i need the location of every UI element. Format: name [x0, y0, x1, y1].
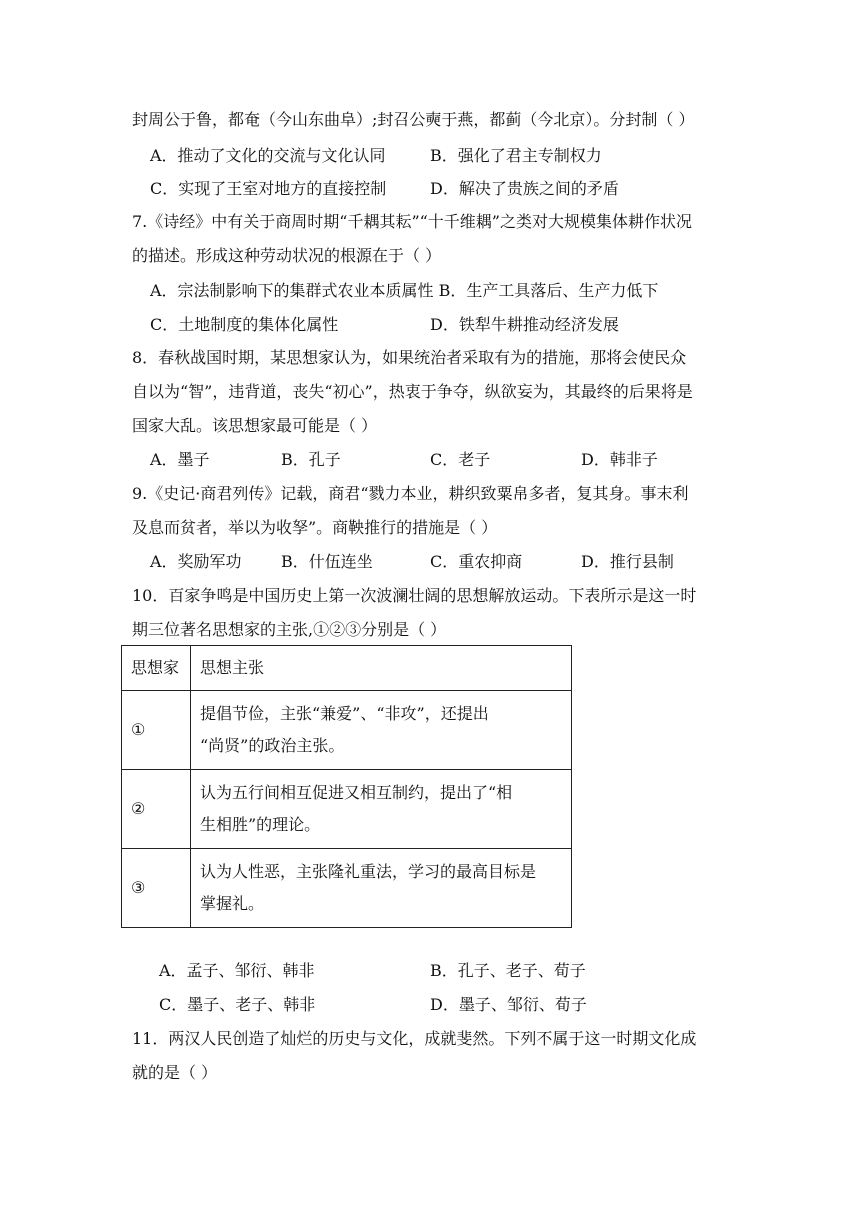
- row-idea: [191, 691, 572, 770]
- q10-option-a: A．孟子、邹衍、韩非: [159, 961, 315, 980]
- q10-option-c: C．墨子、老子、韩非: [159, 995, 316, 1014]
- q9-stem-line-1: 9.《史记·商君列传》记载，商君“戮力本业，耕织致粟帛多者，复其身。事末利: [132, 484, 689, 503]
- row-mark: ③: [122, 849, 191, 928]
- q10-stem-line-2: 期三位著名思想家的主张,①②③分别是（ ）: [132, 620, 447, 639]
- q8-option-a: A．墨子: [150, 450, 210, 469]
- q6-option-d: D．解决了贵族之间的矛盾: [430, 179, 619, 198]
- row-mark: ①: [122, 691, 191, 770]
- q6-option-a: A．推动了文化的交流与文化认同: [150, 146, 386, 165]
- q7-stem-line-2: 的描述。形成这种劳动状况的根源在于（ ）: [132, 246, 442, 265]
- q6-option-c: C．实现了王室对地方的直接控制: [150, 179, 387, 198]
- q10-stem-line-1: 10．百家争鸣是中国历史上第一次波澜壮阔的思想解放运动。下表所示是这一时: [132, 586, 697, 605]
- q11-stem-line-1: 11．两汉人民创造了灿烂的历史与文化，成就斐然。下列不属于这一时期文化成: [132, 1029, 697, 1048]
- q7-stem-line-1: 7.《诗经》中有关于商周时期“千耦其耘”“十千维耦”之类对大规模集体耕作状况: [132, 212, 692, 231]
- row-idea: [191, 849, 572, 928]
- q7-option-d: D．铁犁牛耕推动经济发展: [430, 315, 619, 334]
- q9-option-c: C．重农抑商: [430, 552, 523, 571]
- q6-stem-line: 封周公于鲁，都奄（今山东曲阜）;封召公奭于燕，都蓟（今北京）。分封制（ ）: [132, 110, 695, 129]
- q8-option-c: C．老子: [430, 450, 491, 469]
- q10-option-d: D．墨子、邹衍、荀子: [430, 995, 587, 1014]
- row-idea: [191, 770, 572, 849]
- q8-option-b: B．孔子: [281, 450, 341, 469]
- row-idea-line-1: 认为五行间相互促进又相互制约，提出了“相: [200, 783, 513, 802]
- row-idea-line-2: 掌握礼。: [200, 894, 265, 913]
- row-idea-line-2: “尚贤”的政治主张。: [200, 736, 345, 755]
- q9-option-a: A．奖励军功: [150, 552, 242, 571]
- header-thinker: 思想家: [122, 646, 191, 691]
- q8-stem-line-2: 自以为“智”，违背道，丧失“初心”，热衷于争夺，纵欲妄为，其最终的后果将是: [132, 382, 693, 401]
- q8-stem-line-3: 国家大乱。该思想家最可能是（ ）: [132, 416, 378, 435]
- row-idea-line-1: 认为人性恶，主张隆礼重法，学习的最高目标是: [200, 862, 537, 881]
- q7-option-c: C．土地制度的集体化属性: [150, 315, 339, 334]
- header-idea: 思想主张: [191, 646, 572, 691]
- q8-stem-line-1: 8．春秋战国时期，某思想家认为，如果统治者采取有为的措施，那将会使民众: [132, 348, 687, 367]
- row-mark: ②: [122, 770, 191, 849]
- table-row: [122, 691, 572, 770]
- table-row: [122, 770, 572, 849]
- table-header-row: [122, 646, 572, 691]
- q10-option-b: B．孔子、老子、荀子: [430, 961, 586, 980]
- thinkers-table: [121, 645, 572, 928]
- q11-stem-line-2: 就的是（ ）: [132, 1063, 218, 1082]
- row-idea-line-1: 提倡节俭，主张“兼爱”、“非攻”，还提出: [200, 704, 489, 723]
- q9-stem-line-2: 及息而贫者，举以为收孥”。商鞅推行的措施是（ ）: [132, 518, 498, 537]
- q9-option-d: D．推行县制: [581, 552, 674, 571]
- q7-option-ab: A．宗法制影响下的集群式农业本质属性 B．生产工具落后、生产力低下: [150, 281, 659, 300]
- q6-option-b: B．强化了君主专制权力: [430, 146, 602, 165]
- row-idea-line-2: 生相胜”的理论。: [200, 815, 321, 834]
- q9-option-b: B．什伍连坐: [281, 552, 373, 571]
- table-row: [122, 849, 572, 928]
- q8-option-d: D．韩非子: [581, 450, 658, 469]
